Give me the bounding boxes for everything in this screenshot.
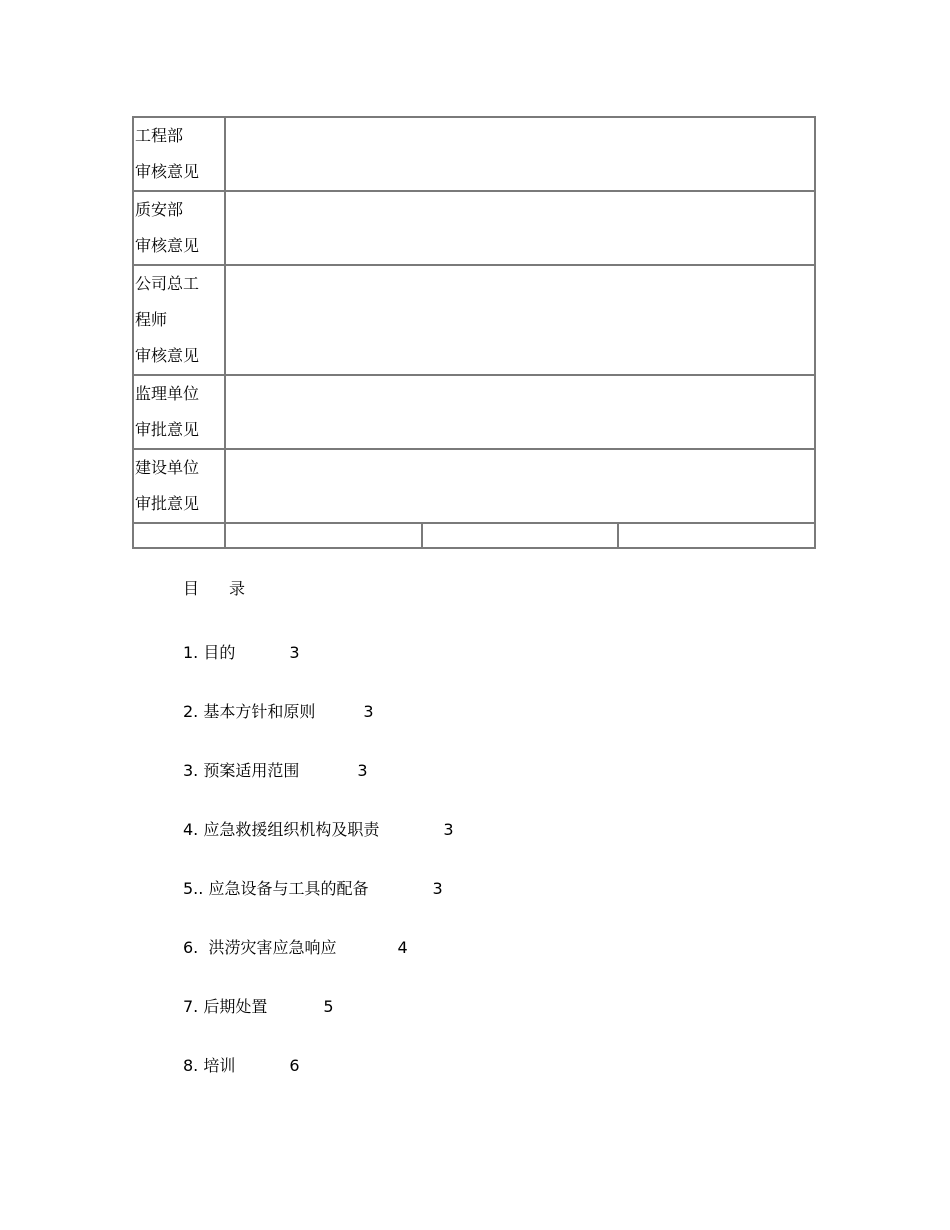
toc-item-text: 7. 后期处置 — [183, 997, 268, 1016]
label-line: 审批意见 — [135, 494, 200, 513]
toc-item[interactable] — [183, 813, 454, 847]
label-line: 监理单位 — [135, 384, 200, 403]
toc-item-text: 8. 培训 — [183, 1056, 236, 1075]
toc-page-number: 3 — [432, 879, 443, 898]
row-label — [133, 191, 225, 265]
row-label — [133, 449, 225, 523]
row-label — [133, 117, 225, 191]
toc-page-number: 6 — [289, 1056, 300, 1075]
footer-cell[interactable] — [422, 523, 619, 548]
toc-item-text: 3. 预案适用范围 — [183, 761, 300, 780]
opinion-cell[interactable] — [225, 375, 815, 449]
footer-cell[interactable] — [618, 523, 815, 548]
table-row-construction-unit — [133, 449, 815, 523]
table-row-engineering — [133, 117, 815, 191]
toc-item[interactable] — [183, 754, 368, 788]
table-row-quality-safety — [133, 191, 815, 265]
opinion-cell[interactable] — [225, 265, 815, 375]
toc-item[interactable] — [183, 872, 443, 906]
toc-item[interactable] — [183, 931, 408, 965]
toc-page-number: 4 — [397, 938, 408, 957]
toc-page-number: 3 — [443, 820, 454, 839]
toc-page-number: 3 — [289, 643, 300, 662]
opinion-cell[interactable] — [225, 449, 815, 523]
toc-page-number: 5 — [323, 997, 334, 1016]
row-label — [133, 265, 225, 375]
toc-item[interactable] — [183, 695, 374, 729]
label-line: 审核意见 — [135, 236, 200, 255]
label-line: 质安部 — [135, 200, 184, 219]
table-row-chief-engineer — [133, 265, 815, 375]
toc-item-text: 2. 基本方针和原则 — [183, 702, 316, 721]
label-line: 工程部 — [135, 126, 184, 145]
toc-title-char: 录 — [229, 579, 246, 598]
label-line: 程师 — [135, 310, 168, 329]
toc-title — [183, 576, 245, 599]
label-line: 公司总工 — [135, 274, 200, 293]
toc-page-number: 3 — [363, 702, 374, 721]
table-footer-row — [133, 523, 815, 548]
toc-page-number: 3 — [357, 761, 368, 780]
opinion-cell[interactable] — [225, 117, 815, 191]
toc-item-text: 6. 洪涝灾害应急响应 — [183, 938, 337, 957]
footer-cell[interactable] — [133, 523, 225, 548]
toc-item-text: 5.. 应急设备与工具的配备 — [183, 879, 369, 898]
table-row-supervision — [133, 375, 815, 449]
label-line: 审核意见 — [135, 162, 200, 181]
toc-item[interactable] — [183, 1049, 300, 1083]
review-approval-table — [132, 116, 816, 549]
footer-cell[interactable] — [225, 523, 422, 548]
row-label — [133, 375, 225, 449]
label-line: 审批意见 — [135, 420, 200, 439]
toc-title-char: 目 — [183, 579, 200, 598]
toc-item-text: 1. 目的 — [183, 643, 236, 662]
toc-item[interactable] — [183, 636, 300, 670]
toc-item[interactable] — [183, 990, 334, 1024]
label-line: 建设单位 — [135, 458, 200, 477]
toc-item-text: 4. 应急救援组织机构及职责 — [183, 820, 380, 839]
label-line: 审核意见 — [135, 346, 200, 365]
opinion-cell[interactable] — [225, 191, 815, 265]
